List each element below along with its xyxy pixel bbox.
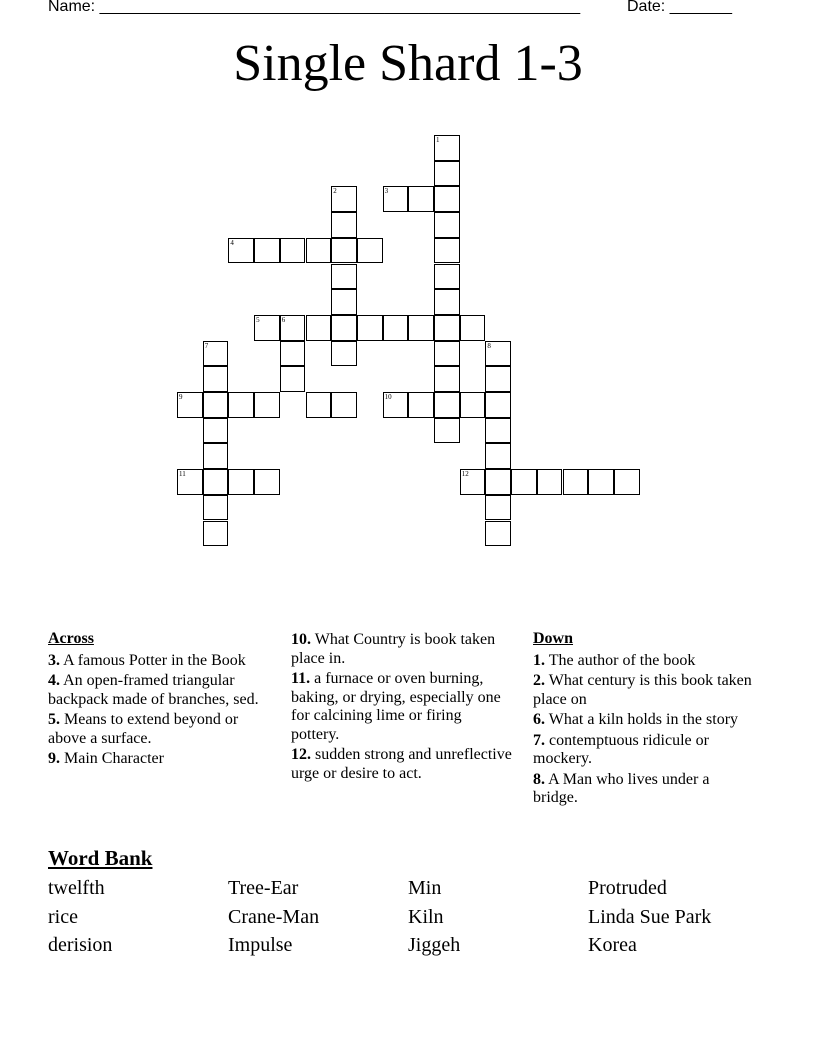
clue-text: The author of the book [545,651,696,669]
clue-number: 2. [533,672,545,689]
grid-cell[interactable] [357,238,383,264]
across-heading: Across [48,630,94,647]
grid-cell[interactable] [434,264,460,290]
grid-cell[interactable] [306,392,332,418]
grid-cell[interactable] [280,366,306,392]
grid-cell[interactable] [228,469,254,495]
clue-item [533,732,755,769]
clue-text: Means to extend beyond or above a surface. [48,711,239,747]
name-field-label: Name: ______________________________________________________ [48,0,581,15]
word-bank-word: Kiln [408,905,444,928]
word-bank-word: Min [408,877,442,899]
grid-cell[interactable] [254,238,280,264]
grid-cell[interactable] [331,341,357,367]
grid-cell[interactable] [485,418,511,444]
grid-cell[interactable] [228,238,254,264]
grid-cell[interactable] [254,469,280,495]
grid-cell[interactable] [485,366,511,392]
clue-text: What Country is book taken place in. [291,631,496,667]
clue-item [533,771,755,808]
across-clue-list-continued [291,631,513,783]
grid-cell[interactable] [588,469,614,495]
clue-number: 8. [533,770,545,788]
clue-number: 4 [230,238,234,247]
date-field-label: Date: _______ [627,0,732,15]
clue-item [291,631,513,668]
word-bank-word: rice [48,905,78,928]
word-bank-word: Tree-Ear [228,877,299,899]
clue-item [48,711,270,748]
clue-text: a furnace or oven burning, baking, or drying, especially one for calcining lime or firing pottery. [291,670,501,743]
grid-cell[interactable] [203,495,229,521]
clue-text: contemptuous ridicule or mockery. [533,731,709,767]
clue-number: 2 [333,187,337,196]
clue-number: 10 [384,393,392,401]
grid-cell[interactable] [331,238,357,264]
word-bank-title: Word Bank [48,846,153,870]
grid-cell[interactable] [434,341,460,367]
grid-cell[interactable] [280,315,306,341]
grid-cell[interactable] [203,341,229,367]
clue-number: 11 [179,470,186,479]
grid-cell[interactable] [460,469,486,495]
clue-text: A Man who lives under a bridge. [533,770,710,806]
clue-text: A famous Potter in the Book [60,651,246,669]
grid-cell[interactable] [177,392,203,418]
clue-number: 5. [48,711,60,728]
grid-cell[interactable] [408,186,434,212]
clue-number: 3 [384,187,389,196]
grid-cell[interactable] [254,315,280,341]
clue-text: What century is this book taken place on [533,672,752,708]
grid-cell[interactable] [203,418,229,444]
grid-cell[interactable] [434,212,460,238]
grid-cell[interactable] [306,315,332,341]
clue-number: 7 [204,341,209,350]
down-heading: Down [533,630,574,647]
grid-cell[interactable] [306,238,332,264]
word-bank-word: twelfth [48,877,105,899]
grid-cell[interactable] [460,392,486,418]
clue-number: 4. [48,672,60,689]
grid-cell[interactable] [331,289,357,315]
clue-number: 7. [533,731,545,749]
grid-cell[interactable] [434,135,460,161]
grid-cell[interactable] [331,212,357,238]
grid-cell[interactable] [485,443,511,469]
grid-cell[interactable] [511,469,537,495]
clue-text: Main Character [60,750,164,767]
clue-item [48,672,270,709]
grid-cell[interactable] [331,186,357,212]
clue-number: 11. [291,670,311,687]
grid-cell[interactable] [228,392,254,418]
clue-item [533,652,755,671]
clue-item [291,670,513,744]
grid-cell[interactable] [408,392,434,418]
grid-cell[interactable] [203,521,229,547]
grid-cell[interactable] [203,443,229,469]
word-bank-word: Korea [588,934,637,956]
clue-number: 9 [179,393,183,401]
word-bank-word: Protruded [588,877,667,899]
grid-cell[interactable] [434,238,460,264]
clue-text: sudden strong and unreflective urge or desire to act. [291,746,512,782]
clues-column-1 [48,630,270,771]
clue-number: 10. [291,631,311,648]
word-bank-word: Impulse [228,934,293,956]
grid-cell[interactable] [485,521,511,547]
grid-cell[interactable] [485,341,511,367]
page-title: Single Shard 1-3 [233,35,583,92]
word-bank-word: Crane-Man [228,905,320,928]
clue-number: 12. [291,746,311,763]
word-bank-word: Jiggeh [408,934,461,956]
grid-cell[interactable] [460,315,486,341]
clue-number: 1 [436,136,440,144]
clue-number: 6. [533,711,545,728]
grid-cell[interactable] [331,392,357,418]
grid-cell[interactable] [537,469,563,495]
across-clue-list [48,652,270,769]
grid-cell[interactable] [408,315,434,341]
clue-text: What a kiln holds in the story [545,711,739,728]
grid-cell[interactable] [485,392,511,418]
grid-cell[interactable] [254,392,280,418]
clue-number: 1. [533,651,545,669]
clue-item [48,750,270,769]
grid-cell[interactable] [331,264,357,290]
clue-item [533,672,755,709]
grid-cell[interactable] [383,186,409,212]
grid-cell[interactable] [203,392,229,418]
clue-number: 9. [48,750,60,767]
clue-number: 6 [281,315,286,324]
clues-column-2 [291,631,513,785]
down-clue-list [533,652,755,808]
grid-cell[interactable] [383,392,409,418]
grid-cell[interactable] [203,469,229,495]
grid-cell[interactable] [614,469,640,495]
grid-cell[interactable] [280,238,306,264]
grid-cell[interactable] [434,392,460,418]
grid-cell[interactable] [434,418,460,444]
grid-cell[interactable] [434,186,460,212]
grid-cell[interactable] [357,315,383,341]
clue-item [533,711,755,730]
grid-cell[interactable] [434,315,460,341]
grid-cell[interactable] [434,366,460,392]
grid-cell[interactable] [331,315,357,341]
clue-number: 3. [48,651,60,669]
grid-cell[interactable] [177,469,203,495]
grid-cell[interactable] [383,315,409,341]
clue-number: 5 [256,315,260,324]
clue-item [48,652,270,671]
grid-cell[interactable] [485,469,511,495]
clues-column-3 [533,630,755,810]
clue-number: 8 [487,341,491,350]
clue-number: 12 [461,470,469,479]
word-bank-word: derision [48,934,113,956]
clue-text: An open-framed triangular backpack made of branches, sed. [48,672,259,708]
grid-cell[interactable] [434,289,460,315]
grid-cell[interactable] [434,161,460,187]
word-bank-word: Linda Sue Park [588,905,712,928]
grid-cell[interactable] [203,366,229,392]
clue-item [291,746,513,783]
grid-cell[interactable] [485,495,511,521]
grid-cell[interactable] [280,341,306,367]
grid-cell[interactable] [563,469,589,495]
